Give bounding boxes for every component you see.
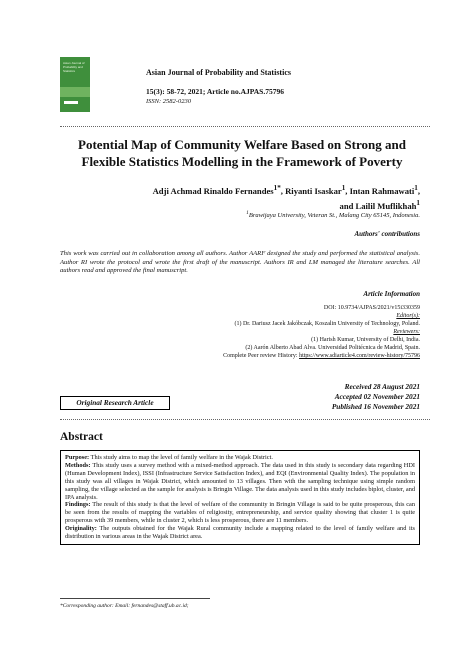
cover-title: Asian Journal of Probability and Statistics — [63, 61, 85, 73]
author-list: Adji Achmad Rinaldo Fernandes$^{1*}$, Riyanti Isaskar$^1$, Intan Rahmawati$^1$, and Lailil Muflikhah$^1$ — [152, 184, 420, 211]
editor-label: Editor(s): — [396, 313, 420, 319]
journal-name: Asian Journal of Probability and Statistics — [146, 68, 291, 77]
editor-1: (1) Dr. Dariusz Jacek Jakóbczak, Koszalin University of Technology, Poland. — [234, 321, 420, 327]
published-date: Published 16 November 2021 — [331, 402, 420, 411]
abstract-findings: Findings: The result of this study is that the level of welfare of the community in Bringin Village is said to be quite prosperous, this can be seen from the results of mapping the variables of religiosity, entrepreneurship, and service quality showing that cluster 1 is quite prosperous with 39 members, while in cluster 2, which is less prosperous, there are 11 members. — [65, 501, 415, 525]
section-divider — [60, 419, 430, 420]
header-divider — [60, 126, 430, 127]
affiliation: $^1$Brawijaya University, Veteran St., Malang City 65145, Indonesia. — [246, 210, 420, 220]
author-1: Adji Achmad Rinaldo Fernandes — [152, 185, 274, 196]
corresponding-author-footnote: *Corresponding author: Email: fernandes@staff.ub.ac.id; — [60, 603, 189, 609]
abstract-box — [60, 450, 420, 545]
abstract-originality: Originality: The outputs obtained for the Wajak Rural community include a mapping related to the level of family welfare and its distribution in various areas in the Wajak District area. — [65, 525, 415, 541]
article-dates — [220, 382, 420, 412]
journal-cover-image — [60, 57, 90, 112]
article-info-heading: Article Information — [363, 290, 420, 298]
received-date: Received 28 August 2021 — [344, 382, 420, 391]
article-type-badge: Original Research Article — [60, 396, 170, 410]
abstract-purpose: Purpose: This study aims to map the level of family welfare in the Wajak District. — [65, 454, 273, 461]
contributions-text: This work was carried out in collaboration among all authors. Author AARF designed the study and performed the statistical analysis. Author RI wrote the protocol and wrote the first draft of the manuscript. Authors IR and LM managed the literature searches. All authors read and approved the final manuscript. — [60, 250, 420, 274]
author-4: and Lailil Muflikhah — [339, 200, 417, 211]
accepted-date: Accepted 02 November 2021 — [334, 392, 420, 401]
doi: DOI: 10.9734/AJPAS/2021/v15i330359 — [323, 305, 420, 311]
review-history: Complete Peer review History: https://www.sdiarticle4.com/review-history/75796 — [223, 353, 420, 359]
abstract-methods: Methods: This study uses a survey method with a mixed-method approach. The data used in this study is secondary data regarding HDI (Human Development Index), ISSI (Infrastructure Service Satisfaction Index), and EQI (Environmental Quality Index). The population in this study was all villages in Wajak District, which amounted to 13 villages. Then with the sampling technique using simple random sampling, the village selected as the sample for analysis is Bringin Village. The data analysis used in this study includes biplot, cluster, and IPA analysis. — [65, 461, 415, 501]
reviewer-2: (2) Aarón Alberto Abad Alva. Universidad Politécnica de Madrid, Spain. — [245, 345, 420, 351]
issn: ISSN: 2582-0230 — [146, 98, 191, 105]
volume-info: 15(3): 58-72, 2021; Article no.AJPAS.75796 — [146, 87, 284, 96]
reviewer-1: (1) Harish Kumar, University of Delhi, India. — [311, 337, 420, 343]
reviewers-label: Reviewers: — [393, 329, 420, 335]
paper-title: Potential Map of Community Welfare Based on Strong and Flexible Statistics Modelling in the Framework of Poverty — [78, 137, 406, 169]
abstract-heading: Abstract — [60, 431, 103, 443]
review-history-link[interactable]: https://www.sdiarticle4.com/review-history/75796 — [299, 353, 420, 359]
contributions-heading: Authors' contributions — [354, 230, 420, 238]
footnote-divider — [60, 598, 210, 599]
